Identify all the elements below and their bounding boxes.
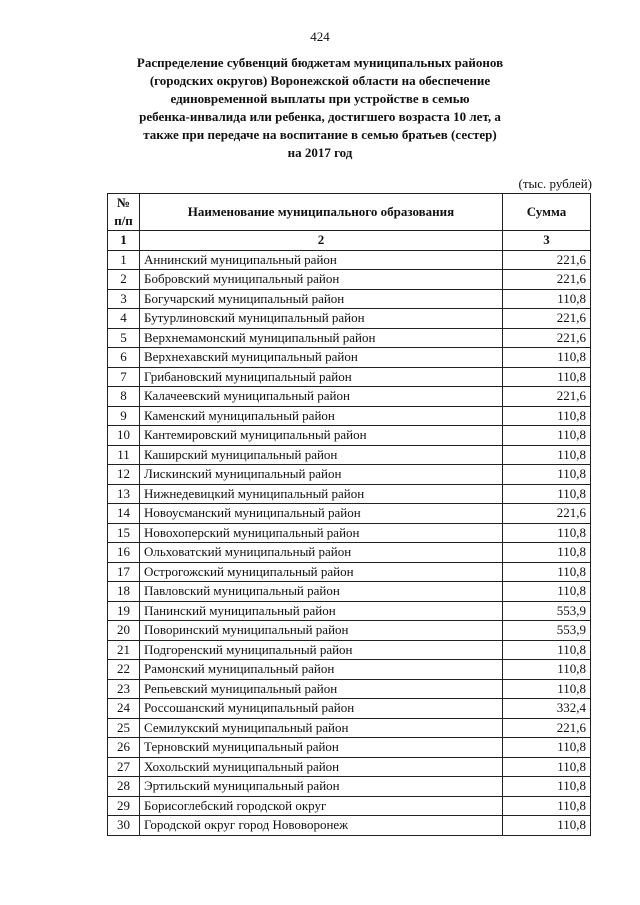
table-row [108, 660, 591, 680]
table-row [108, 367, 591, 387]
row-name: Панинский муниципальный район [140, 601, 503, 621]
row-number: 4 [108, 309, 140, 329]
row-sum: 110,8 [503, 796, 591, 816]
row-name: Богучарский муниципальный район [140, 289, 503, 309]
row-sum: 110,8 [503, 757, 591, 777]
row-sum: 110,8 [503, 445, 591, 465]
header-number-line2: п/п [114, 213, 133, 228]
subsidy-table [107, 193, 591, 836]
page-number: 424 [310, 29, 330, 44]
row-sum: 110,8 [503, 660, 591, 680]
row-sum: 110,8 [503, 777, 591, 797]
table-row [108, 621, 591, 641]
table-row [108, 484, 591, 504]
row-name: Поворинский муниципальный район [140, 621, 503, 641]
row-name: Бобровский муниципальный район [140, 270, 503, 290]
row-number: 27 [108, 757, 140, 777]
row-number: 10 [108, 426, 140, 446]
title-line: единовременной выплаты при устройстве в семью [170, 91, 470, 106]
row-sum: 110,8 [503, 367, 591, 387]
row-name: Эртильский муниципальный район [140, 777, 503, 797]
column-numbers-row [108, 231, 591, 251]
row-name: Новохоперский муниципальный район [140, 523, 503, 543]
row-name: Каширский муниципальный район [140, 445, 503, 465]
row-sum: 221,6 [503, 504, 591, 524]
row-sum: 332,4 [503, 699, 591, 719]
row-number: 6 [108, 348, 140, 368]
header-name: Наименование муниципального образования [140, 194, 503, 231]
row-name: Ольховатский муниципальный район [140, 543, 503, 563]
row-name: Городской округ город Нововоронеж [140, 816, 503, 836]
row-sum: 553,9 [503, 621, 591, 641]
row-number: 16 [108, 543, 140, 563]
row-number: 22 [108, 660, 140, 680]
row-name: Семилукский муниципальный район [140, 718, 503, 738]
row-name: Репьевский муниципальный район [140, 679, 503, 699]
row-number: 12 [108, 465, 140, 485]
table-row [108, 718, 591, 738]
row-number: 9 [108, 406, 140, 426]
row-name: Бутурлиновский муниципальный район [140, 309, 503, 329]
row-sum: 110,8 [503, 640, 591, 660]
row-sum: 221,6 [503, 387, 591, 407]
table-row [108, 757, 591, 777]
row-number: 26 [108, 738, 140, 758]
row-number: 21 [108, 640, 140, 660]
column-number: 3 [503, 231, 591, 251]
row-sum: 110,8 [503, 816, 591, 836]
header-sum: Сумма [503, 194, 591, 231]
table-row [108, 289, 591, 309]
row-number: 15 [108, 523, 140, 543]
row-sum: 221,6 [503, 309, 591, 329]
row-number: 14 [108, 504, 140, 524]
row-name: Терновский муниципальный район [140, 738, 503, 758]
row-name: Рамонский муниципальный район [140, 660, 503, 680]
row-name: Хохольский муниципальный район [140, 757, 503, 777]
row-name: Новоусманский муниципальный район [140, 504, 503, 524]
row-name: Аннинский муниципальный район [140, 250, 503, 270]
table-row [108, 348, 591, 368]
row-sum: 221,6 [503, 270, 591, 290]
row-name: Павловский муниципальный район [140, 582, 503, 602]
row-sum: 110,8 [503, 679, 591, 699]
table-row [108, 465, 591, 485]
row-number: 29 [108, 796, 140, 816]
row-number: 13 [108, 484, 140, 504]
table-row [108, 426, 591, 446]
row-number: 1 [108, 250, 140, 270]
table-row [108, 270, 591, 290]
table-row [108, 777, 591, 797]
table-row [108, 387, 591, 407]
table-row [108, 543, 591, 563]
title-line: (городских округов) Воронежской области на обеспечение [149, 73, 491, 88]
title-line: также при передаче на воспитание в семью братьев (сестер) [143, 127, 497, 142]
column-number: 2 [140, 231, 503, 251]
row-number: 20 [108, 621, 140, 641]
row-name: Верхнехавский муниципальный район [140, 348, 503, 368]
row-number: 24 [108, 699, 140, 719]
row-name: Острогожский муниципальный район [140, 562, 503, 582]
row-number: 17 [108, 562, 140, 582]
row-number: 5 [108, 328, 140, 348]
document-title [110, 54, 530, 162]
row-sum: 110,8 [503, 523, 591, 543]
row-name: Каменский муниципальный район [140, 406, 503, 426]
units-note: (тыс. рублей) [518, 176, 592, 191]
row-number: 23 [108, 679, 140, 699]
row-name: Лискинский муниципальный район [140, 465, 503, 485]
row-sum: 110,8 [503, 484, 591, 504]
table-row [108, 816, 591, 836]
row-sum: 110,8 [503, 348, 591, 368]
table-row [108, 250, 591, 270]
table-row [108, 406, 591, 426]
row-sum: 110,8 [503, 562, 591, 582]
row-sum: 221,6 [503, 250, 591, 270]
column-number: 1 [108, 231, 140, 251]
row-sum: 221,6 [503, 718, 591, 738]
table-header-row [108, 194, 591, 231]
table-row [108, 309, 591, 329]
row-sum: 110,8 [503, 582, 591, 602]
table-body [108, 250, 591, 835]
header-number [108, 194, 140, 231]
row-number: 18 [108, 582, 140, 602]
row-number: 25 [108, 718, 140, 738]
title-line: Распределение субвенций бюджетам муниципальных районов [136, 55, 504, 70]
row-number: 19 [108, 601, 140, 621]
title-line: ребенка-инвалида или ребенка, достигшего возраста 10 лет, а [139, 109, 501, 124]
row-name: Грибановский муниципальный район [140, 367, 503, 387]
row-sum: 553,9 [503, 601, 591, 621]
row-number: 11 [108, 445, 140, 465]
table-row [108, 738, 591, 758]
table-row [108, 504, 591, 524]
row-sum: 110,8 [503, 738, 591, 758]
table-row [108, 562, 591, 582]
row-name: Кантемировский муниципальный район [140, 426, 503, 446]
row-sum: 110,8 [503, 426, 591, 446]
row-sum: 110,8 [503, 465, 591, 485]
table-row [108, 582, 591, 602]
row-name: Нижнедевицкий муниципальный район [140, 484, 503, 504]
table-row [108, 796, 591, 816]
header-number-line1: № [116, 195, 131, 210]
row-number: 28 [108, 777, 140, 797]
table-row [108, 445, 591, 465]
row-name: Россошанский муниципальный район [140, 699, 503, 719]
title-line: на 2017 год [287, 145, 353, 160]
row-name: Борисоглебский городской округ [140, 796, 503, 816]
table-row [108, 640, 591, 660]
row-sum: 110,8 [503, 543, 591, 563]
row-name: Подгоренский муниципальный район [140, 640, 503, 660]
row-number: 3 [108, 289, 140, 309]
row-sum: 221,6 [503, 328, 591, 348]
row-sum: 110,8 [503, 289, 591, 309]
row-number: 2 [108, 270, 140, 290]
row-name: Верхнемамонский муниципальный район [140, 328, 503, 348]
table-row [108, 679, 591, 699]
row-sum: 110,8 [503, 406, 591, 426]
table-row [108, 523, 591, 543]
table-row [108, 699, 591, 719]
row-number: 30 [108, 816, 140, 836]
row-number: 8 [108, 387, 140, 407]
table-row [108, 601, 591, 621]
row-name: Калачеевский муниципальный район [140, 387, 503, 407]
row-number: 7 [108, 367, 140, 387]
table-row [108, 328, 591, 348]
